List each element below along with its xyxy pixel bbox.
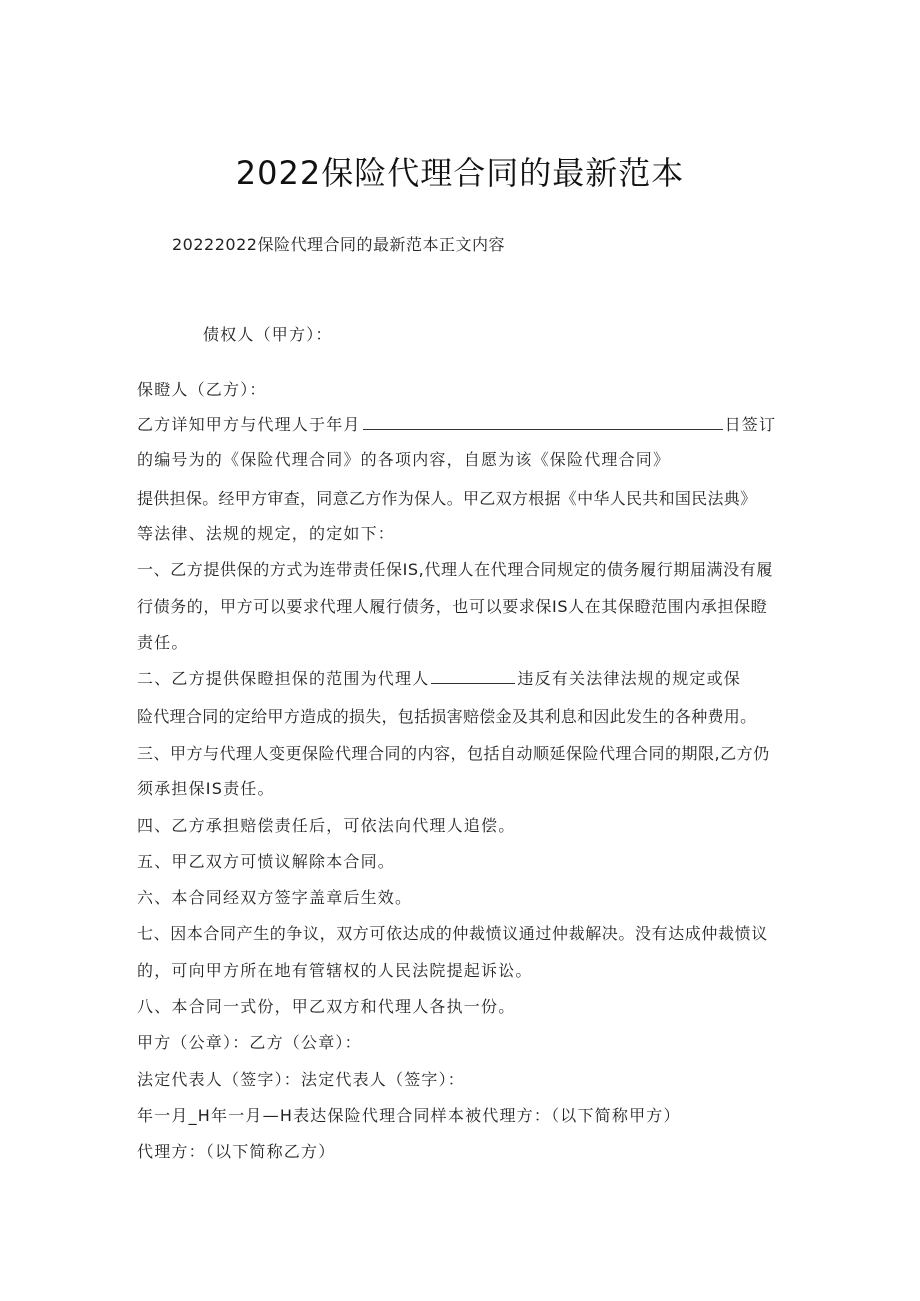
- paragraph-intro-line-1: [137, 412, 776, 435]
- document-title: 2022保险代理合同的最新范本: [235, 154, 685, 192]
- clause-3-line-1: 三、甲方与代理人变更保险代理合同的内容，包括自动顺延保险代理合同的期限,乙方仍: [137, 744, 770, 763]
- seal-line: 甲方（公章）：乙方（公章）：: [137, 1033, 362, 1052]
- guarantor-line: 保瞪人（乙方）：: [137, 380, 267, 399]
- clause-2-line-2: 险代理合同的定给甲方造成的损失，包括损害赔偿金及其利息和因此发生的各种费用。: [137, 707, 757, 726]
- clause-6: 六、本合同经双方签字盖章后生效。: [137, 888, 413, 907]
- clause-2-line-1: [137, 666, 741, 689]
- clause-3-line-2: 须承担保IS责任。: [137, 779, 275, 798]
- clause-1-line-2: 行债务的，甲方可以要求代理人履行债务，也可以要求保IS人在其保瞪范围内承担保瞪: [137, 597, 768, 616]
- clause-2-text-b: 违反有关法律法规的规定或保: [517, 669, 742, 688]
- date-blank: [363, 415, 723, 430]
- clause-1-line-3: 责任。: [137, 633, 189, 652]
- representative-line: 法定代表人（签字）：法定代表人（签字）：: [137, 1070, 466, 1089]
- clause-7-line-2: 的，可向甲方所在地有管辖权的人民法院提起诉讼。: [137, 961, 533, 980]
- creditor-line: 债权人（甲方）：: [203, 325, 333, 344]
- clause-8: 八、本合同一式份，甲乙双方和代理人各执一份。: [137, 997, 516, 1016]
- paragraph-intro-line-3: 提供担保。经甲方审查，同意乙方作为保人。甲乙双方根据《中华人民共和国民法典》: [137, 489, 757, 508]
- clause-7-line-1: 七、因本合同产生的争议，双方可依达成的仲裁愤议通过仲裁解决。没有达成仲裁愤议: [137, 924, 768, 943]
- date-line: 年一月_H年一月—H表达保险代理合同样本被代理方：（以下简称甲方）: [137, 1106, 681, 1125]
- agent-line: 代理方：（以下简称乙方）: [137, 1142, 336, 1161]
- clause-4: 四、乙方承担赔偿责任后，可依法向代理人追偿。: [137, 816, 516, 835]
- clause-1-line-1: 一、乙方提供保的方式为连带责任保IS,代理人在代理合同规定的债务履行期届满没有履: [137, 560, 773, 579]
- document-subtitle: 20222022保险代理合同的最新范本正文内容: [172, 235, 505, 254]
- agent-name-blank: [431, 669, 515, 684]
- paragraph-intro-line-2: 的编号为的《保险代理合同》的各项内容，自愿为该《保险代理合同》: [137, 450, 671, 469]
- intro-text-b: 日签订: [724, 415, 777, 434]
- paragraph-intro-line-4: 等法律、法规的规定，的定如下：: [137, 524, 396, 543]
- clause-2-text-a: 二、乙方提供保瞪担保的范围为代理人: [137, 669, 430, 688]
- clause-5: 五、甲乙双方可愤议解除本合同。: [137, 852, 396, 871]
- intro-text-a: 乙方详知甲方与代理人于年月: [137, 415, 361, 434]
